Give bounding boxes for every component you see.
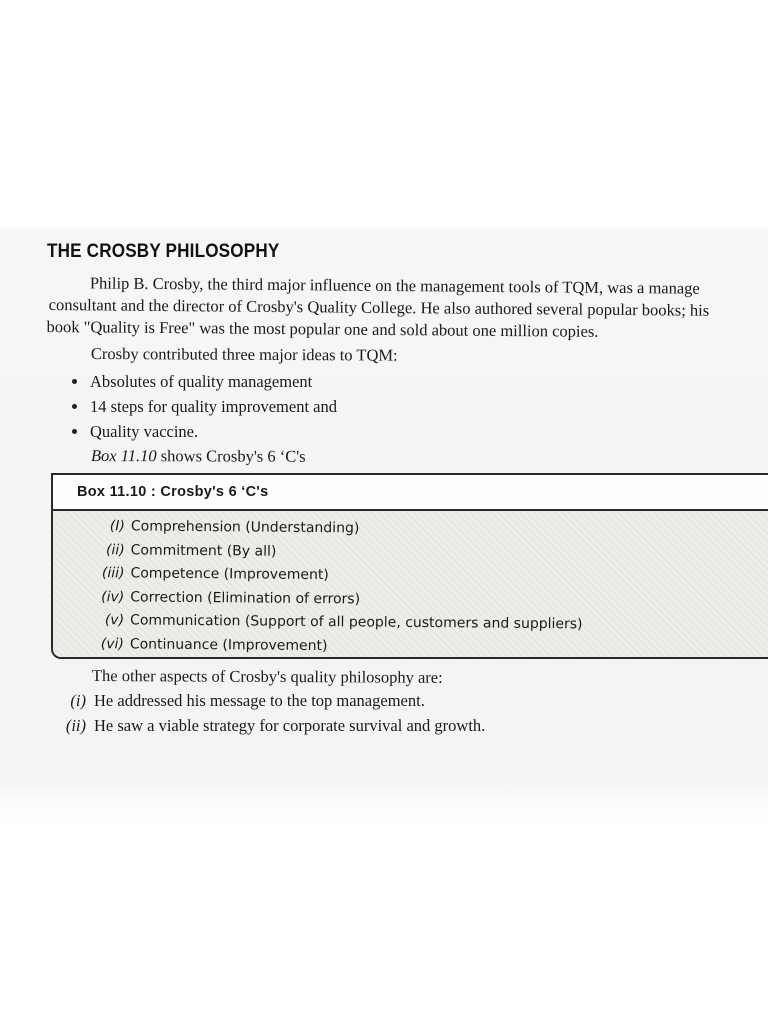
crosby-six-cs-box <box>51 473 768 659</box>
list-item <box>58 713 485 738</box>
list-item <box>58 688 485 713</box>
idea-text: Quality vaccine. <box>90 422 199 441</box>
intro-paragraph <box>46 272 768 345</box>
item-text: Commitment (By all) <box>130 541 277 560</box>
paragraph-line: book "Quality is Free" was the most popular one and sold about one million copies. <box>46 316 599 341</box>
item-number: (ii) <box>65 716 86 735</box>
list-item <box>82 632 583 660</box>
box-body <box>53 511 768 657</box>
ideas-list <box>72 369 337 444</box>
other-aspects-intro: The other aspects of Crosby's quality philosophy are: <box>91 666 443 687</box>
item-text: Correction (Elimination of errors) <box>130 588 361 607</box>
idea-text: 14 steps for quality improvement and <box>90 397 337 416</box>
box-reference-label: Box 11.10 <box>90 446 157 466</box>
box-reference-text: shows Crosby's 6 ‘C's <box>156 446 306 466</box>
idea-text: Absolutes of quality management <box>90 372 313 391</box>
box-title: Box 11.10 : Crosby's 6 ‘C's <box>53 475 768 511</box>
item-text: He addressed his message to the top management. <box>94 691 425 710</box>
bullet-icon <box>72 429 77 434</box>
list-item <box>72 419 337 444</box>
other-aspects-list <box>58 688 485 738</box>
six-cs-list <box>82 515 584 660</box>
list-item <box>72 369 337 394</box>
paragraph-line: Philip B. Crosby, the third major influence on the management tools of TQM, was a manage <box>89 273 700 298</box>
item-number: (iii) <box>101 565 125 582</box>
item-number: (i) <box>70 691 86 710</box>
item-number: (I) <box>109 518 125 535</box>
bullet-icon <box>72 379 77 384</box>
box-reference <box>91 446 306 467</box>
item-number: (vi) <box>100 635 124 652</box>
contribution-intro: Crosby contributed three major ideas to TQM: <box>90 344 398 365</box>
item-number: (v) <box>104 612 125 629</box>
item-number: (ii) <box>105 541 125 558</box>
paragraph-line: consultant and the director of Crosby's Quality College. He also authored several popular books; his <box>48 295 710 320</box>
item-number: (iv) <box>101 588 125 605</box>
item-text: Continuance (Improvement) <box>129 635 328 654</box>
item-text: He saw a viable strategy for corporate survival and growth. <box>94 716 486 735</box>
bullet-icon <box>72 404 77 409</box>
section-heading: THE CROSBY PHILOSOPHY <box>47 241 280 262</box>
item-text: Competence (Improvement) <box>130 565 329 584</box>
item-text: Comprehension (Understanding) <box>130 518 360 537</box>
item-text: Communication (Support of all people, customers and suppliers) <box>130 612 583 633</box>
list-item <box>72 394 337 419</box>
